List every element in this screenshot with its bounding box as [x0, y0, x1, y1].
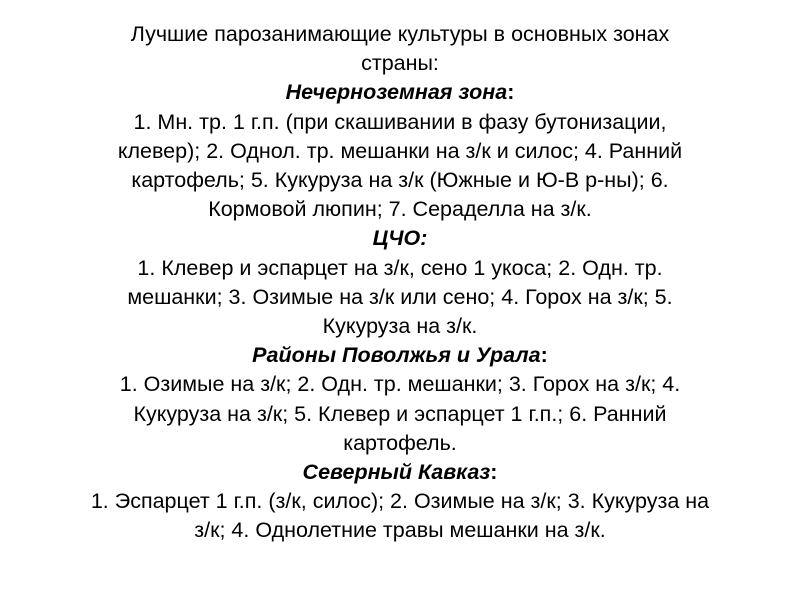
section-line: Кормовой люпин; 7. Сераделла на з/к.	[208, 197, 592, 222]
section-line: 1. Мн. тр. 1 г.п. (при скашивании в фазу бутонизации,	[133, 109, 667, 134]
section-line: з/к; 4. Однолетние травы мешанки на з/к.	[194, 518, 606, 543]
section-heading-text: Нечерноземная зона	[285, 80, 508, 105]
title-line-1: Лучшие парозанимающие культуры в основных зонах	[130, 22, 670, 46]
section-line: Кукуруза на з/к; 5. Клевер и эспарцет 1 г.п.; 6. Ранний	[133, 401, 667, 426]
section-heading-colon: :	[507, 80, 515, 105]
section-line: мешанки; 3. Озимые на з/к или сено; 4. Горох на з/к; 5.	[127, 284, 673, 309]
section-heading-colon: :	[540, 343, 548, 368]
section-heading-north-caucasus	[8, 458, 792, 487]
section-heading-ccho	[8, 224, 792, 253]
section-heading-volga-ural	[8, 341, 792, 370]
section-heading-text: Районы Поволжья и Урала	[252, 343, 541, 368]
section-heading-nonchernozem	[8, 78, 792, 107]
section-heading-colon: :	[490, 460, 498, 485]
section-line: Кукуруза на з/к.	[322, 314, 478, 339]
section-heading-text: ЦЧО:	[372, 226, 428, 251]
title-line-2: страны:	[361, 51, 439, 76]
section-heading-text: Северный Кавказ	[302, 460, 491, 485]
section-line: 1. Клевер и эспарцет на з/к, сено 1 укоса; 2. Одн. тр.	[137, 255, 663, 280]
section-line: 1. Озимые на з/к; 2. Одн. тр. мешанки; 3. Горох на з/к; 4.	[119, 372, 681, 397]
section-line: 1. Эспарцет 1 г.п. (з/к, силос); 2. Озимые на з/к; 3. Кукуруза на	[90, 489, 710, 514]
section-line: клевер); 2. Однол. тр. мешанки на з/к и силос; 4. Ранний	[117, 138, 683, 163]
section-line: картофель; 5. Кукуруза на з/к (Южные и Ю-В р-ны); 6.	[131, 168, 669, 193]
section-line: картофель.	[343, 430, 457, 455]
